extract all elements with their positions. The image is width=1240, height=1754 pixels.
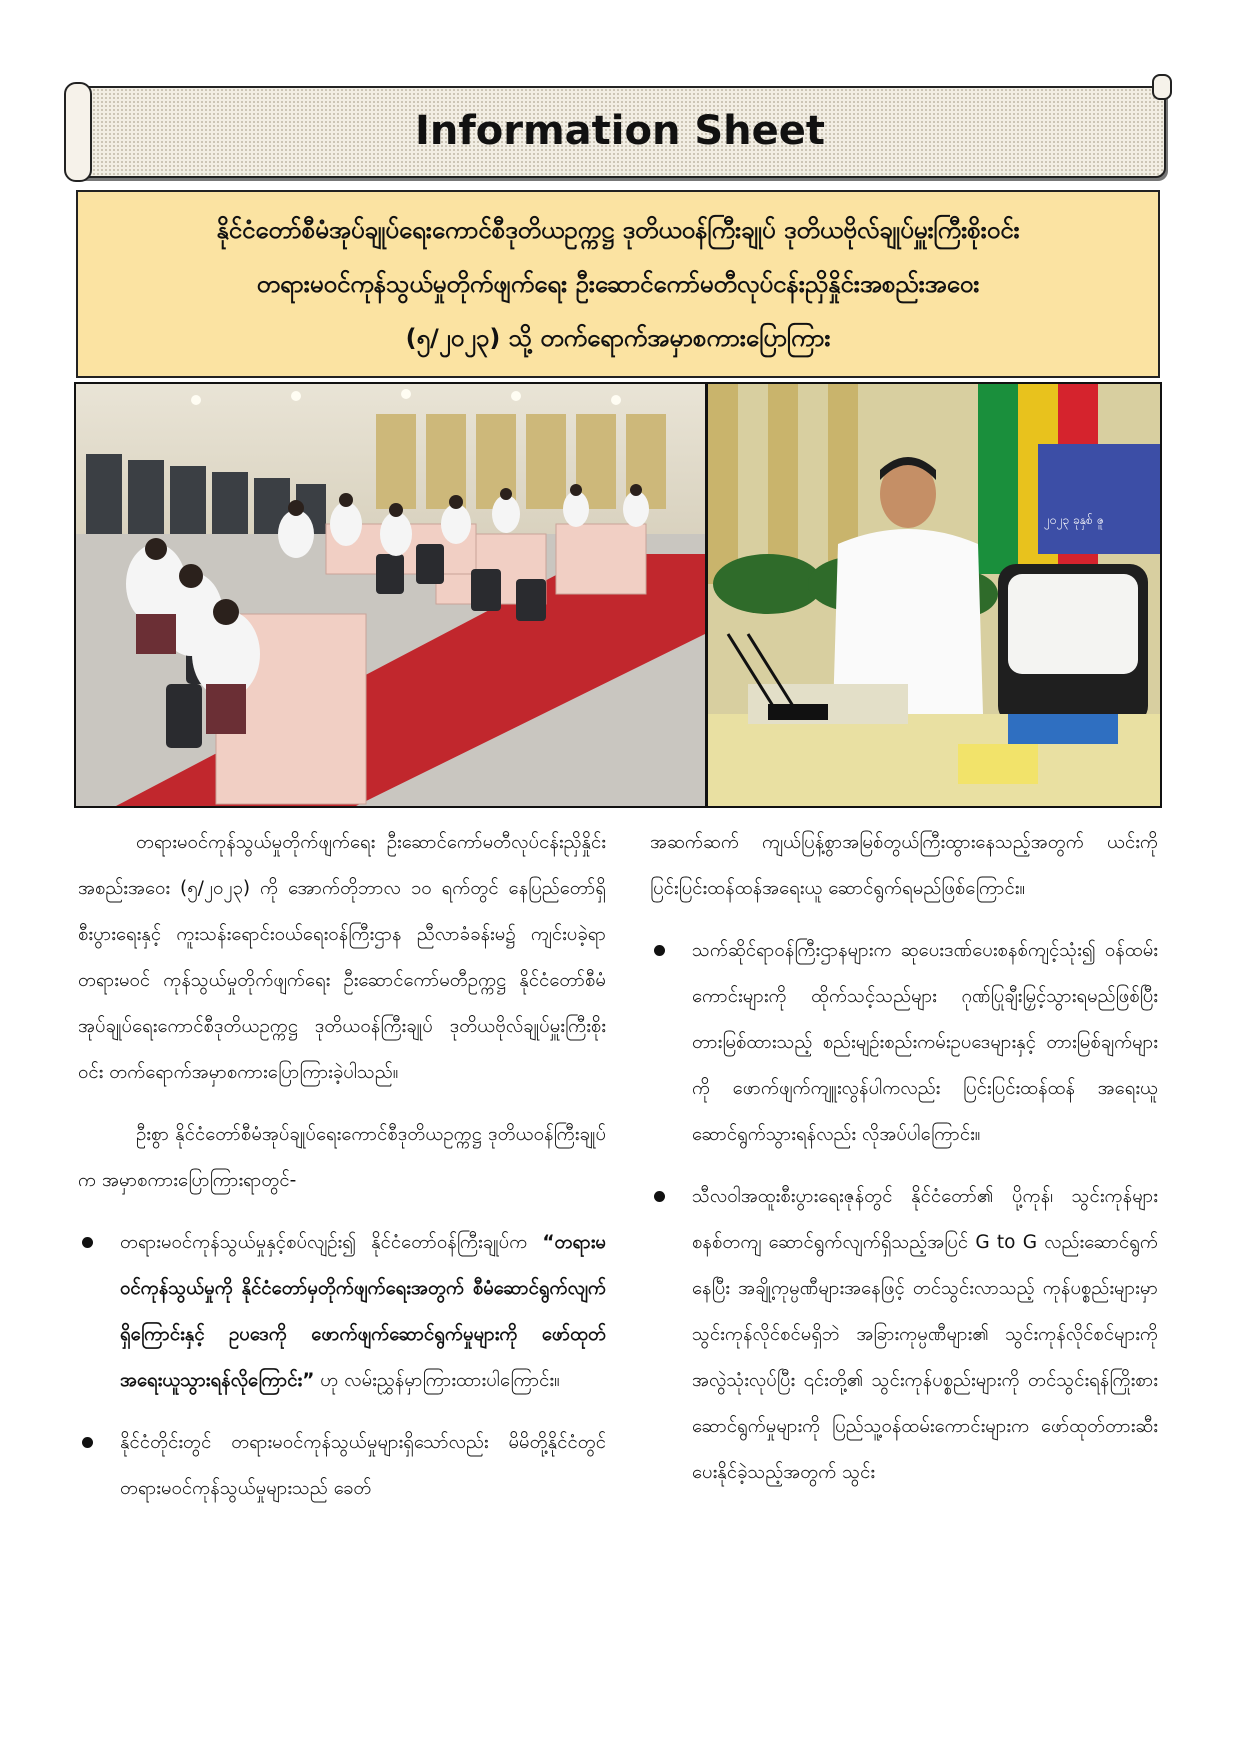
bullet-item-1 — [78, 1220, 606, 1404]
bullet-icon — [654, 1191, 665, 1202]
bullet-icon — [654, 945, 665, 956]
article-paragraph-2: ဦးစွာ နိုင်ငံတော်စီမံအုပ်ချုပ်ရေးကောင်စီဒုတိယဥက္ကဋ္ဌ ဒုတိယဝန်ကြီးချုပ်က အမှာစကားပြောကြားရာတွင်- — [78, 1124, 606, 1191]
bullet-icon — [82, 1237, 93, 1248]
bullet-1-tail: ဟု လမ်းညွှန်မှာကြားထားပါကြောင်း။ — [314, 1370, 560, 1391]
meeting-hall-photo — [76, 384, 705, 806]
bullet-item-2 — [78, 1420, 606, 1512]
bullet-2-text: နိုင်ငံတိုင်းတွင် တရားမဝင်ကုန်သွယ်မှုများရှိသော်လည်း မိမိတို့နိုင်ငံတွင် တရားမဝင်ကုန်သွယ်မှုများသည် ခေတ် — [120, 1432, 606, 1499]
page-title: Information Sheet — [414, 108, 826, 154]
bullet-icon — [82, 1437, 93, 1448]
right-column — [650, 820, 1158, 1512]
left-column — [78, 820, 606, 1528]
headline-line-2: တရားမဝင်ကုန်သွယ်မှုတိုက်ဖျက်ရေး ဦးဆောင်ကော်မတီလုပ်ငန်းညှိနှိုင်းအစည်းအဝေး — [256, 270, 980, 298]
bullet-1-lead: တရားမဝင်ကုန်သွယ်မှုနှင့်စပ်လျဉ်း၍ နိုင်ငံတော်ဝန်ကြီးချုပ်က — [120, 1232, 543, 1253]
screen-caption: ၂၀၂၃ ခုနှစ် ဇူ — [1044, 513, 1104, 527]
scroll-curl-right — [1152, 74, 1172, 100]
speaker-photo — [708, 384, 1160, 806]
article-paragraph-1: တရားမဝင်ကုန်သွယ်မှုတိုက်ဖျက်ရေး ဦးဆောင်ကော်မတီလုပ်ငန်းညှိနှိုင်းအစည်းအဝေး (၅/၂၀၂၃) ကို အောက်တိုဘာလ ၁၀ ရက်တွင် နေပြည်တော်ရှိ စီးပွားရေးနှင့် ကူးသန်းရောင်းဝယ်ရေးဝန်ကြီးဌာန ညီလာခံခန်းမ၌ ကျင်းပခဲ့ရာ တရားမဝင် ကုန်သွယ်မှုတိုက်ဖျက်ရေး ဦးဆောင်ကော်မတီဥက္ကဋ္ဌ နိုင်ငံတော်စီမံအုပ်ချုပ်ရေးကောင်စီဒုတိယဥက္ကဋ္ဌ ဒုတိယဝန်ကြီးချုပ် ဒုတိယဗိုလ်ချုပ်မှူးကြီးစိုးဝင်း တက်ရောက်အမှာစကားပြောကြားခဲ့ပါသည်။ — [78, 832, 606, 1083]
bullet-item-3 — [650, 928, 1158, 1158]
bullet-3-text: သက်ဆိုင်ရာဝန်ကြီးဌာနများက ဆုပေးဒဏ်ပေးစနစ်ကျင့်သုံး၍ ဝန်ထမ်းကောင်းများကို ထိုက်သင့်သည်များ ဂုဏ်ပြုချီးမြှင့်သွားရမည်ဖြစ်ပြီး တားမြစ်ထားသည့် စည်းမျဉ်းစည်းကမ်းဥပဒေများနှင့် တားမြစ်ချက်များကို ဖောက်ဖျက်ကျူးလွန်ပါကလည်း ပြင်းပြင်းထန်ထန် အရေးယူဆောင်ရွက်သွားရန်လည်း လိုအပ်ပါကြောင်း။ — [692, 940, 1158, 1145]
headline-box — [76, 190, 1160, 378]
bullet-4-text: သီလဝါအထူးစီးပွားရေးဇုန်တွင် နိုင်ငံတော်၏ ပို့ကုန်၊ သွင်းကုန်များစနစ်တကျ ဆောင်ရွက်လျက်ရှိသည့်အပြင် G to G လည်းဆောင်ရွက်နေပြီး အချို့ကုမ္ပဏီများအနေဖြင့် တင်သွင်းလာသည့် ကုန်ပစ္စည်းများမှာ သွင်းကုန်လိုင်စင်မရှိဘဲ အခြားကုမ္ပဏီများ၏ သွင်းကုန်လိုင်စင်များကို အလွဲသုံးလုပ်ပြီး ၎င်းတို့၏ သွင်းကုန်ပစ္စည်းများကို တင်သွင်းရန်ကြိုးစားဆောင်ရွက်မှုများကို ပြည်သူ့ဝန်ထမ်းကောင်းများက ဖော်ထုတ်တားဆီးပေးနိုင်ခဲ့သည့်အတွက် သွင်း — [692, 1186, 1158, 1483]
banner — [74, 86, 1166, 178]
continuation-paragraph: အဆက်ဆက် ကျယ်ပြန့်စွာအမြစ်တွယ်ကြီးထွားနေသည့်အတွက် ယင်းကို ပြင်းပြင်းထန်ထန်အရေးယူ ဆောင်ရွက်ရမည်ဖြစ်ကြောင်း။ — [650, 832, 1158, 899]
headline-line-3: (၅/၂၀၂၃) သို့ တက်ရောက်အမှာစကားပြောကြား — [405, 324, 831, 352]
photo-strip — [74, 382, 1162, 808]
bullet-item-4 — [650, 1174, 1158, 1496]
bullet-1-quote: “တရားမဝင်ကုန်သွယ်မှုကို နိုင်ငံတော်မှတိုက်ဖျက်ရေးအတွက် စီမံဆောင်ရွက်လျက်ရှိကြောင်းနှင့် ဥပဒေကို ဖောက်ဖျက်ဆောင်ရွက်မှုများကို ဖော်ထုတ်အရေးယူသွားရန်လိုကြောင်း” — [120, 1232, 606, 1391]
headline-line-1: နိုင်ငံတော်စီမံအုပ်ချုပ်ရေးကောင်စီဒုတိယဥက္ကဋ္ဌ ဒုတိယဝန်ကြီးချုပ် ဒုတိယဗိုလ်ချုပ်မှူးကြီးစိုးဝင်း — [216, 216, 1020, 244]
